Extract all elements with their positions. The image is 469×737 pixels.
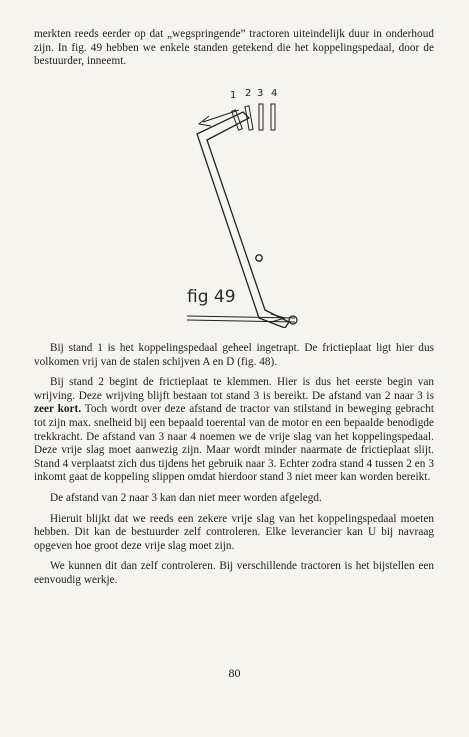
paragraph-stand-2-end: Toch wordt over deze afstand de tractor van stilstand in beweging gebracht tot zijn max. snelheid bij een bepaald toerental van de motor en een bepaalde benodigde trekkracht. De afstand van 3 naar 4 noemen we de vrije slag van het koppelingspedaal. Deze vrije slag moet aanwezig zijn. Maar wordt minder naarmate de frictieplaat slijt. Stand 4 verplaatst zich dus tijdens het gebruik naar 3. Echter zodra stand 4 tussen 2 en 3 inkomt gaat de koppeling slippen omdat hierdoor stand 3 niet meer kan worden bereikt. — [34, 403, 434, 484]
paragraph-free-play: Hieruit blijkt dat we reeds een zekere vrije slag van het koppelingspedaal moeten hebben. Dit kan de bestuurder zelf controleren. Elke leverancier kan U bij navraag opgeven hoe groot deze vrije slag moet zijn. — [34, 512, 434, 552]
bottom-pivot — [289, 316, 297, 324]
position-4-bar — [271, 104, 275, 130]
paragraph-stand-2-start: Bij stand 2 begint de frictieplaat te klemmen. Hier is dus het eerste begin van wrijving. Deze wrijving blijft bestaan tot stand 3 is bereikt. De afstand van 2 naar 3 is — [34, 376, 434, 402]
paragraph-stand-2 — [34, 376, 434, 485]
position-2-label: 2 — [245, 88, 252, 99]
clutch-pedal-diagram — [175, 82, 320, 328]
pivot-hole — [256, 255, 262, 261]
position-1-label: 1 — [230, 90, 237, 101]
paragraph-stand-1: Bij stand 1 is het koppelingspedaal geheel ingetrapt. De frictieplaat ligt hier dus volkomen vrij van de stalen schijven A en D (fig. 48). — [34, 342, 434, 368]
figure-49 — [175, 82, 320, 328]
page-number: 80 — [228, 666, 241, 680]
intro-paragraph: merkten reeds eerder op dat „wegspringende” tractoren uiteindelijk duur in onderhoud zijn. In fig. 49 hebben we enkele standen getekend die het koppelingspedaal, door de bestuurder, inneemt. — [34, 28, 434, 68]
emphasis-zeer-kort: zeer kort. — [34, 403, 82, 416]
position-3-bar — [259, 104, 263, 130]
pedal-positions — [232, 104, 275, 130]
position-3-label: 3 — [257, 88, 264, 99]
intro-text — [34, 28, 434, 69]
body-text — [34, 342, 434, 595]
rod-line-2 — [187, 320, 295, 322]
paragraph-adjust: We kunnen dit dan zelf controleren. Bij verschillende tractoren is het bijstellen een eenvoudig werkje. — [34, 560, 434, 586]
paragraph-distance: De afstand van 2 naar 3 kan dan niet meer worden afgelegd. — [50, 491, 322, 504]
figure-label: fig 49 — [187, 287, 236, 307]
position-4-label: 4 — [271, 88, 278, 99]
